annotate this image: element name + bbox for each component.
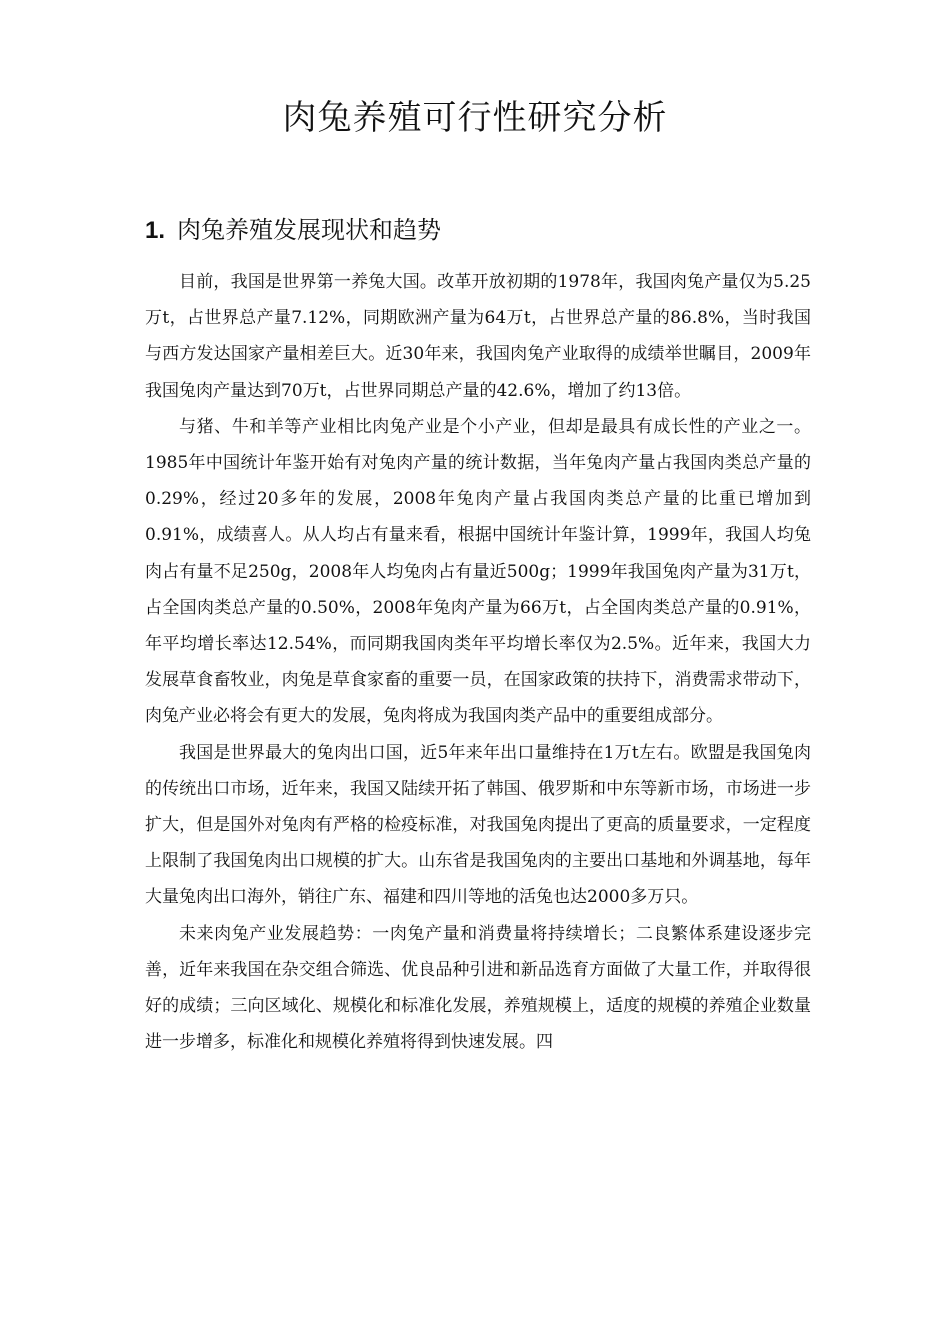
body-text bbox=[145, 264, 811, 1060]
section-number: 1. bbox=[145, 217, 166, 244]
paragraph: 未来肉兔产业发展趋势：一肉兔产量和消费量将持续增长；二良繁体系建设逐步完善，近年来我国在杂交组合筛选、优良品种引进和新品选育方面做了大量工作，并取得很好的成绩；三向区域化、规模化和标准化发展，养殖规模上，适度的规模的养殖企业数量进一步增多，标准化和规模化养殖将得到快速发展。四 bbox=[145, 923, 811, 1053]
section-heading-text: 肉兔养殖发展现状和趋势 bbox=[177, 216, 442, 244]
paragraph: 与猪、牛和羊等产业相比肉兔产业是个小产业，但却是最具有成长性的产业之一。1985年中国统计年鉴开始有对兔肉产量的统计数据，当年兔肉产量占我国肉类总产量的0.29%，经过20多年的发展，2008年兔肉产量占我国肉类总产量的比重已增加到0.91%，成绩喜人。从人均占有量来看，根据中国统计年鉴计算，1999年，我国人均兔肉占有量不足250g，2008年人均兔肉占有量近500g；1999年我国兔肉产量为31万t，占全国肉类总产量的0.50%，2008年兔肉产量为66万t，占全国肉类总产量的0.91%，年平均增长率达12.54%，而同期我国肉类年平均增长率仅为2.5%。近年来，我国大力发展草食畜牧业，肉兔是草食家畜的重要一员，在国家政策的扶持下，消费需求带动下，肉兔产业必将会有更大的发展，兔肉将成为我国肉类产品中的重要组成部分。 bbox=[145, 416, 811, 727]
section-heading bbox=[145, 214, 441, 248]
paragraph: 目前，我国是世界第一养兔大国。改革开放初期的1978年，我国肉兔产量仅为5.25万t，占世界总产量7.12%，同期欧洲产量为64万t，占世界总产量的86.8%，当时我国与西方发达国家产量相差巨大。近30年来，我国肉兔产业取得的成绩举世瞩目，2009年我国兔肉产量达到70万t，占世界同期总产量的42.6%，增加了约13倍。 bbox=[145, 272, 811, 401]
document-title: 肉兔养殖可行性研究分析 bbox=[282, 98, 668, 138]
paragraph: 我国是世界最大的兔肉出口国，近5年来年出口量维持在1万t左右。欧盟是我国兔肉的传统出口市场，近年来，我国又陆续开拓了韩国、俄罗斯和中东等新市场，市场进一步扩大，但是国外对兔肉有严格的检疫标准，对我国兔肉提出了更高的质量要求，一定程度上限制了我国兔肉出口规模的扩大。山东省是我国兔肉的主要出口基地和外调基地，每年大量兔肉出口海外，销往广东、福建和四川等地的活兔也达2000多万只。 bbox=[145, 742, 811, 908]
